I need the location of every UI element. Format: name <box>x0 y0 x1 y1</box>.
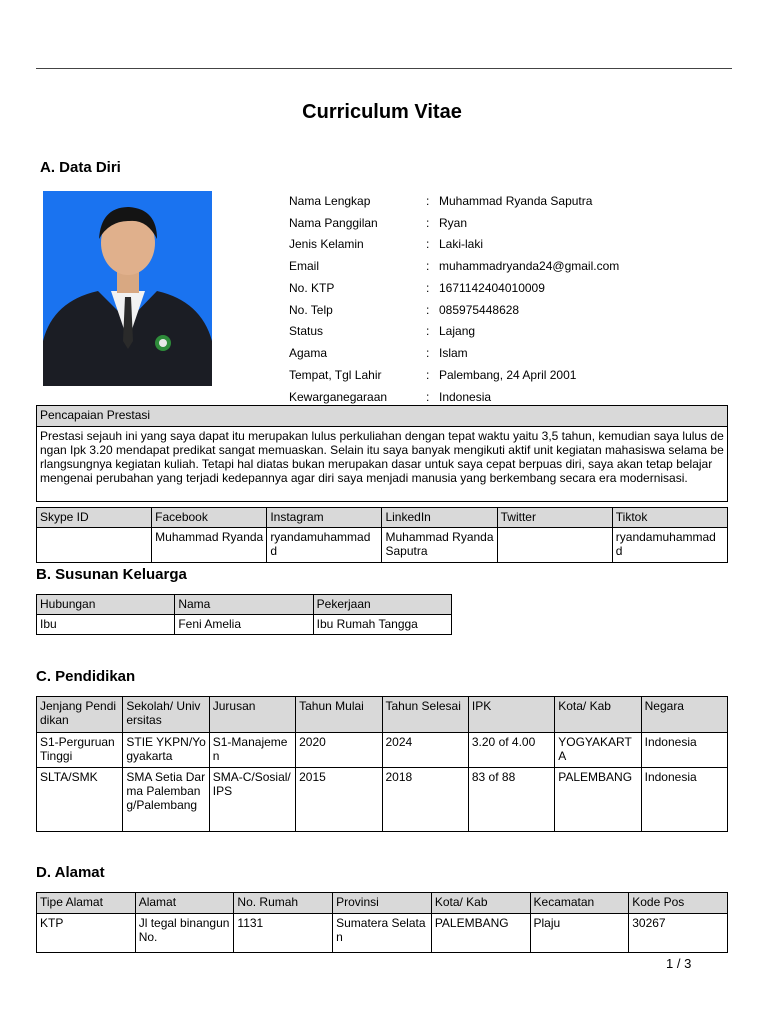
column-header: Twitter <box>497 508 612 528</box>
info-row <box>289 299 619 321</box>
info-row <box>289 321 619 343</box>
column-header: Provinsi <box>333 893 432 914</box>
social-table <box>36 507 728 563</box>
column-header: Kota/ Kab <box>555 697 641 733</box>
family-table <box>36 594 452 635</box>
info-value: Lajang <box>439 324 476 339</box>
info-colon: : <box>426 237 430 252</box>
info-label: Email <box>289 259 320 274</box>
table-cell: 1131 <box>234 914 333 953</box>
table-cell <box>497 528 612 563</box>
info-label: No. Telp <box>289 302 333 317</box>
column-header: Alamat <box>135 893 234 914</box>
column-header: Skype ID <box>37 508 152 528</box>
table-cell: 83 of 88 <box>468 768 554 832</box>
info-label: Nama Lengkap <box>289 193 371 208</box>
section-pendidikan: C. Pendidikan <box>36 668 136 685</box>
table-cell: S1-Manajemen <box>209 733 295 768</box>
table-cell: 30267 <box>629 914 728 953</box>
table-cell: STIE YKPN/Yogyakarta <box>123 733 209 768</box>
info-value: Indonesia <box>439 389 492 404</box>
document-title: Curriculum Vitae <box>302 101 462 123</box>
table-cell: ryandamuhammad d <box>612 528 727 563</box>
info-value: Laki-laki <box>439 237 484 252</box>
info-label: Status <box>289 324 324 339</box>
table-cell: Muhammad Ryanda Saputra <box>382 528 497 563</box>
table-header-row <box>37 595 452 615</box>
info-row <box>289 190 619 212</box>
table-cell: YOGYAKARTA <box>555 733 641 768</box>
info-label: Nama Panggilan <box>289 215 378 230</box>
column-header: IPK <box>468 697 554 733</box>
table-cell: Plaju <box>530 914 629 953</box>
info-colon: : <box>426 389 430 404</box>
info-label: Agama <box>289 346 328 361</box>
info-row <box>289 342 619 364</box>
page-number: 1 / 3 <box>666 956 692 971</box>
info-colon: : <box>426 193 430 208</box>
table-cell: Indonesia <box>641 733 727 768</box>
column-header: Kode Pos <box>629 893 728 914</box>
table-row <box>37 914 728 953</box>
table-cell: PALEMBANG <box>555 768 641 832</box>
table-header-row <box>37 893 728 914</box>
education-table <box>36 696 728 832</box>
table-cell: ryandamuhammad d <box>267 528 382 563</box>
column-header: Tiktok <box>612 508 727 528</box>
table-row <box>37 615 452 635</box>
info-colon: : <box>426 215 430 230</box>
top-rule <box>36 68 732 69</box>
table-cell: SLTA/SMK <box>37 768 123 832</box>
table-cell: Ibu <box>37 615 175 635</box>
table-cell: S1-Perguruan Tinggi <box>37 733 123 768</box>
info-value: Islam <box>439 346 468 361</box>
column-header: Facebook <box>152 508 267 528</box>
info-value: 085975448628 <box>439 302 520 317</box>
column-header: Sekolah/ Universitas <box>123 697 209 733</box>
info-label: Kewarganegaraan <box>289 389 388 404</box>
table-cell: Jl tegal binangun No. <box>135 914 234 953</box>
info-row <box>289 234 619 256</box>
table-cell: KTP <box>37 914 136 953</box>
column-header: Nama <box>175 595 313 615</box>
info-colon: : <box>426 346 430 361</box>
info-value: Palembang, 24 April 2001 <box>439 367 577 382</box>
column-header: Tipe Alamat <box>37 893 136 914</box>
section-alamat: D. Alamat <box>36 864 105 881</box>
column-header: Pekerjaan <box>313 595 451 615</box>
table-row <box>37 768 728 832</box>
achievement-header: Pencapaian Prestasi <box>37 406 728 427</box>
table-header-row <box>37 508 728 528</box>
column-header: Tahun Selesai <box>382 697 468 733</box>
info-row <box>289 255 619 277</box>
column-header: Jurusan <box>209 697 295 733</box>
column-header: Kota/ Kab <box>431 893 530 914</box>
table-cell: Indonesia <box>641 768 727 832</box>
info-colon: : <box>426 324 430 339</box>
column-header: No. Rumah <box>234 893 333 914</box>
info-colon: : <box>426 259 430 274</box>
column-header: Tahun Mulai <box>296 697 382 733</box>
section-susunan-keluarga: B. Susunan Keluarga <box>36 566 187 583</box>
column-header: Jenjang Pendidikan <box>37 697 123 733</box>
table-cell: 3.20 of 4.00 <box>468 733 554 768</box>
achievement-table <box>36 405 728 502</box>
table-header-row <box>37 697 728 733</box>
table-cell: SMA Setia Darma Palembang/Palembang <box>123 768 209 832</box>
profile-photo <box>43 191 212 386</box>
table-cell: Muhammad Ryanda <box>152 528 267 563</box>
column-header: LinkedIn <box>382 508 497 528</box>
table-cell: SMA-C/Sosial/IPS <box>209 768 295 832</box>
info-value: Muhammad Ryanda Saputra <box>439 193 593 208</box>
table-cell: Feni Amelia <box>175 615 313 635</box>
column-header: Instagram <box>267 508 382 528</box>
info-colon: : <box>426 367 430 382</box>
section-data-diri: A. Data Diri <box>40 159 121 176</box>
table-row <box>37 528 728 563</box>
personal-info <box>289 190 619 408</box>
table-row <box>37 733 728 768</box>
info-row <box>289 364 619 386</box>
table-cell: 2015 <box>296 768 382 832</box>
table-cell: Ibu Rumah Tangga <box>313 615 451 635</box>
table-cell: Sumatera Selatan <box>333 914 432 953</box>
table-cell: PALEMBANG <box>431 914 530 953</box>
column-header: Negara <box>641 697 727 733</box>
info-label: Tempat, Tgl Lahir <box>289 367 382 382</box>
address-table <box>36 892 728 953</box>
info-label: Jenis Kelamin <box>289 237 364 252</box>
info-row <box>289 277 619 299</box>
achievement-text: Prestasi sejauh ini yang saya dapat itu merupakan lulus perkuliahan dengan tepat waktu yaitu 3,5 tahun, kemudian saya lulus dengan Ipk 3.20 mendapat predikat sangat memuaskan. Selain itu saya banyak mengikuti aktif unit kegiatan mahasiswa selama berlangsungnya kegiatan kuliah. Tetapi hal diatas bukan merupakan dasar untuk saya cepat berpuas diri, saya akan tetap belajar mengenai perubahan yang terjadi kedepannya agar diri saya menjadi manusia yang berkembang secara era modernisasi. <box>37 427 728 502</box>
info-row <box>289 212 619 234</box>
column-header: Kecamatan <box>530 893 629 914</box>
info-label: No. KTP <box>289 280 335 295</box>
table-cell <box>37 528 152 563</box>
table-cell: 2024 <box>382 733 468 768</box>
table-cell: 2020 <box>296 733 382 768</box>
info-value: Ryan <box>439 215 468 230</box>
info-colon: : <box>426 302 430 317</box>
info-value: muhammadryanda24@gmail.com <box>439 259 620 274</box>
table-cell: 2018 <box>382 768 468 832</box>
column-header: Hubungan <box>37 595 175 615</box>
info-colon: : <box>426 280 430 295</box>
info-value: 1671142404010009 <box>439 280 545 295</box>
